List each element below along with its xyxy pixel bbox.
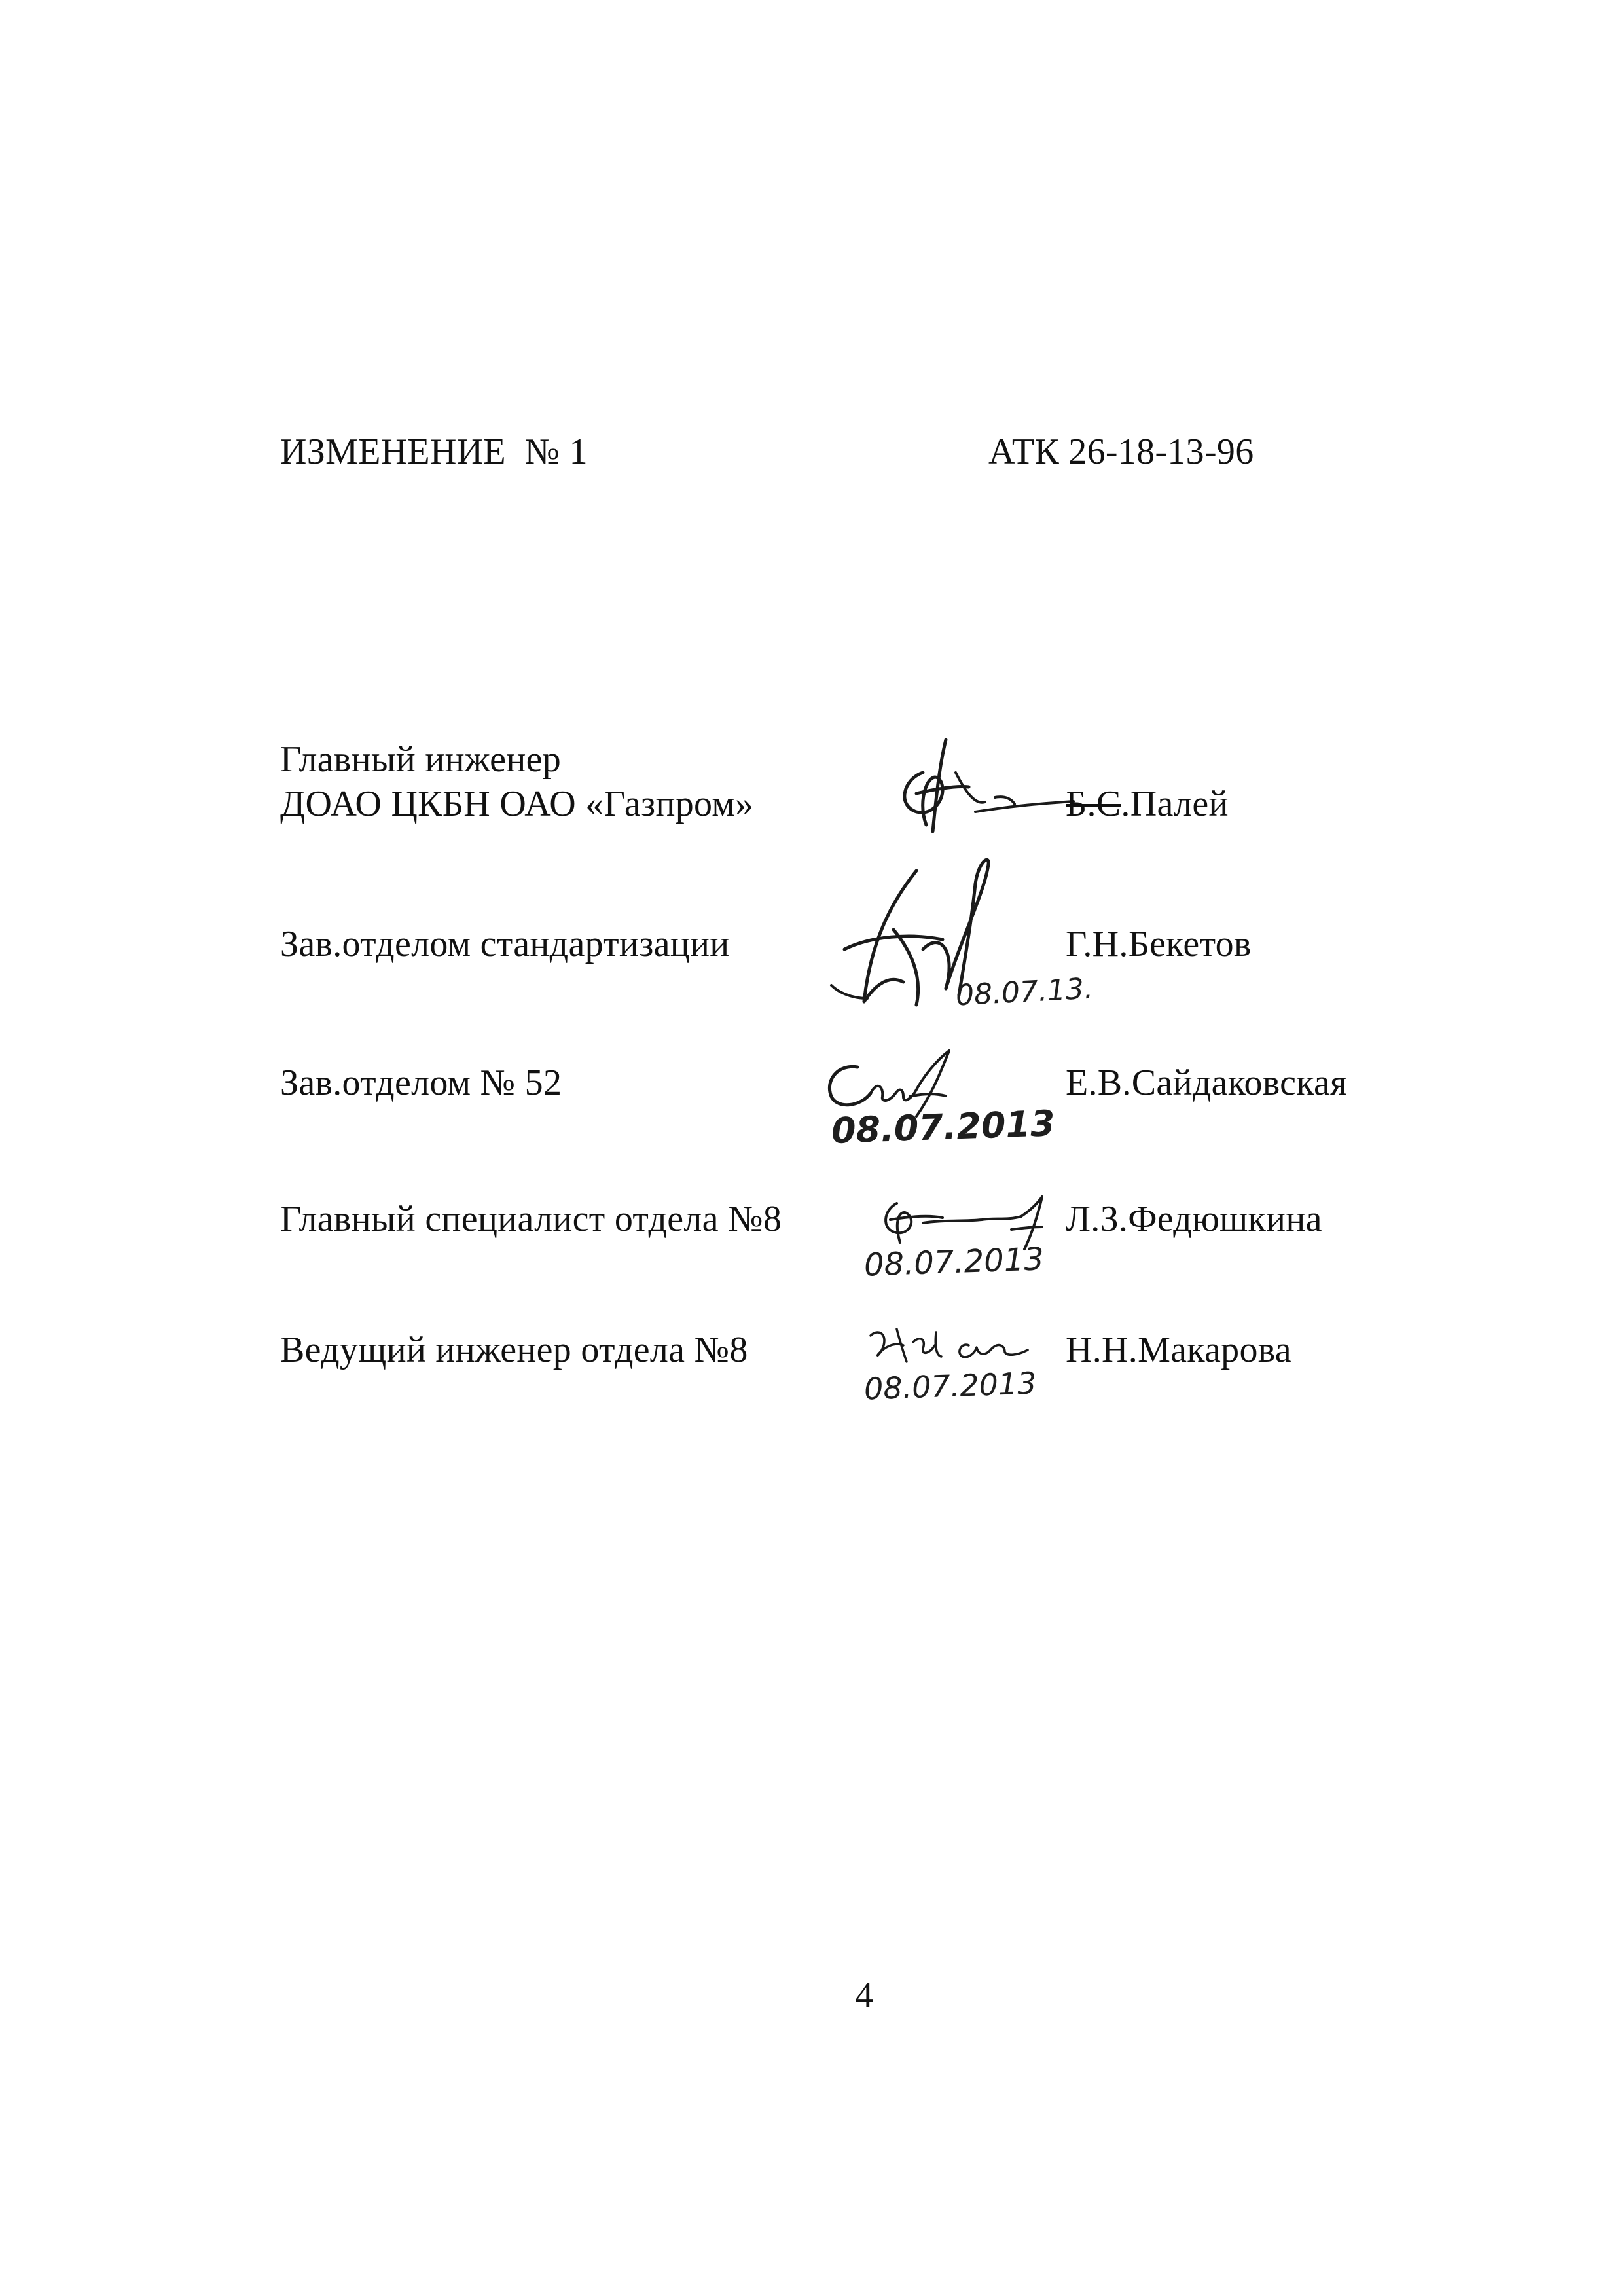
name-chief-engineer-struck: Б.С [1066,784,1121,824]
name-chief-engineer [1066,783,1229,825]
position-chief-engineer-line2: ДОАО ЦКБН ОАО «Газпром» [280,784,754,824]
position-head-dept-52: Зав.отделом № 52 [280,1063,562,1103]
date-head-standardization: 08.07.13. [954,972,1094,1013]
date-lead-engineer: 08.07.2013 [863,1365,1038,1407]
position-head-standardization: Зав.отделом стандартизации [280,924,730,964]
name-head-dept-52: Е.В.Сайдаковская [1066,1063,1348,1103]
name-chief-specialist: Л.З.Федюшкина [1066,1199,1322,1239]
document-code: АТК 26-18-13-96 [988,431,1254,472]
position-chief-specialist: Главный специалист отдела №8 [280,1199,782,1239]
name-head-standardization: Г.Н.Бекетов [1066,924,1252,964]
date-head-dept-52: 08.07.2013 [831,1102,1056,1152]
page-number: 4 [855,1975,874,2016]
position-chief-engineer-line1: Главный инженер [280,739,562,780]
date-chief-specialist: 08.07.2013 [863,1241,1045,1284]
name-chief-engineer-rest: .Палей [1121,784,1229,824]
change-title: ИЗМЕНЕНИЕ № 1 [280,431,588,472]
position-lead-engineer: Ведущий инженер отдела №8 [280,1330,748,1370]
name-lead-engineer: Н.Н.Макарова [1066,1330,1291,1370]
